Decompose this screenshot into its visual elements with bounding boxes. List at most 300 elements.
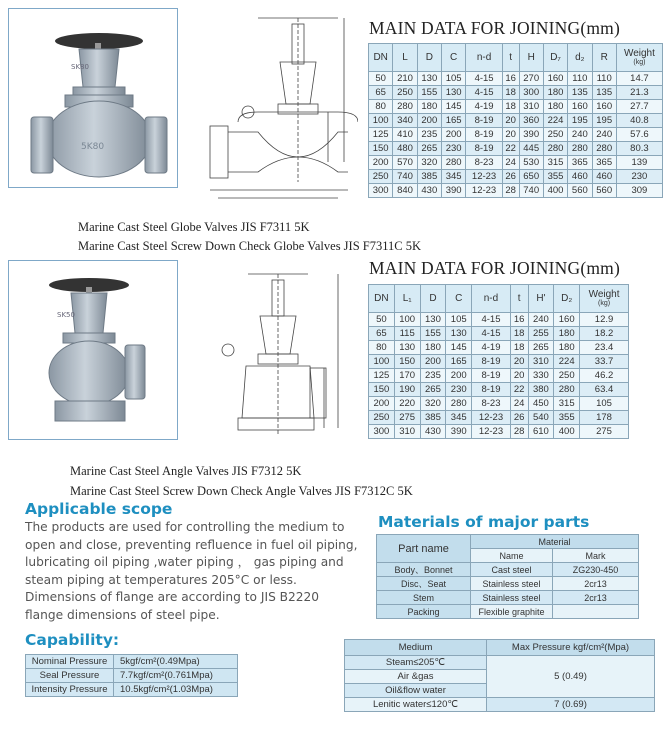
- table-cell: 385: [420, 411, 446, 425]
- table-cell: 280: [393, 100, 417, 114]
- column-header: [554, 285, 580, 313]
- table-cell: 300: [369, 184, 393, 198]
- table-row: [369, 425, 629, 439]
- table-cell: 4-15: [472, 313, 511, 327]
- weight-unit: (kg): [633, 59, 646, 66]
- table-cell: 170: [394, 369, 420, 383]
- table-cell: 270: [519, 72, 543, 86]
- table-cell: 12.9: [580, 313, 629, 327]
- table-cell: 240: [592, 128, 616, 142]
- table-cell: 65: [369, 327, 395, 341]
- table-cell: 23.4: [580, 341, 629, 355]
- name-column-header: Name: [471, 549, 553, 563]
- column-header-label: D: [425, 52, 433, 63]
- table-row: [345, 656, 655, 670]
- column-header: [417, 44, 441, 72]
- material-name-cell: Stainless steel: [471, 577, 553, 591]
- table-cell: 139: [616, 156, 662, 170]
- part-cell: Disc、Seat: [377, 577, 471, 591]
- table-cell: 230: [441, 142, 465, 156]
- column-header-label: Weight: [623, 48, 655, 59]
- table-cell: 50: [369, 72, 393, 86]
- table-cell: 8-19: [466, 142, 503, 156]
- column-header: [441, 44, 465, 72]
- pressure-value-cell: 5 (0.49): [487, 656, 655, 698]
- section2-caption-1: Marine Cast Steel Angle Valves JIS F7312 5K: [70, 464, 302, 478]
- table-cell: 310: [394, 425, 420, 439]
- table-cell: 100: [394, 313, 420, 327]
- table-cell: 390: [519, 128, 543, 142]
- table-cell: 105: [446, 313, 472, 327]
- table-row: [369, 156, 663, 170]
- table-cell: 310: [519, 100, 543, 114]
- table-cell: 8-19: [472, 355, 511, 369]
- table-cell: 280: [441, 156, 465, 170]
- table-cell: 340: [393, 114, 417, 128]
- table-cell: 20: [510, 355, 528, 369]
- table-row: [369, 313, 629, 327]
- table-cell: 240: [568, 128, 592, 142]
- table-cell: 320: [417, 156, 441, 170]
- table-cell: 224: [554, 355, 580, 369]
- table-cell: 40.8: [616, 114, 662, 128]
- table-cell: 385: [417, 170, 441, 184]
- globe-valve-photo: [8, 8, 178, 188]
- table-cell: 365: [568, 156, 592, 170]
- table-row: [369, 72, 663, 86]
- table-cell: 20: [502, 128, 519, 142]
- table-cell: 190: [394, 383, 420, 397]
- column-header-label: DN: [374, 293, 389, 304]
- table-cell: 20: [510, 369, 528, 383]
- column-header: [519, 44, 543, 72]
- table-cell: 430: [420, 425, 446, 439]
- globe-valve-drawing: [198, 12, 358, 202]
- column-header: [369, 285, 395, 313]
- table-row: [369, 341, 629, 355]
- table-cell: 135: [592, 86, 616, 100]
- part-cell: Body、Bonnet: [377, 563, 471, 577]
- table-cell: 610: [528, 425, 554, 439]
- table-cell: 22: [502, 142, 519, 156]
- material-header: Material: [471, 535, 639, 549]
- table-cell: 200: [420, 355, 446, 369]
- mark-column-header: Mark: [553, 549, 639, 563]
- column-header: [446, 285, 472, 313]
- column-header: [369, 44, 393, 72]
- table-cell: 100: [369, 114, 393, 128]
- table-row: [377, 577, 639, 591]
- column-header-label: DN: [373, 52, 388, 63]
- scope-line: Dimensions of flange are according to JIS B2220: [25, 590, 320, 605]
- table-cell: 195: [568, 114, 592, 128]
- table-cell: 8-19: [466, 114, 503, 128]
- table-cell: 8-19: [466, 128, 503, 142]
- column-header: [568, 44, 592, 72]
- table-cell: 200: [446, 369, 472, 383]
- table-cell: 27.7: [616, 100, 662, 114]
- table-cell: 345: [446, 411, 472, 425]
- table-row: [369, 397, 629, 411]
- table-row: [377, 535, 639, 549]
- table-cell: 135: [568, 86, 592, 100]
- column-header: [592, 44, 616, 72]
- table-cell: 80.3: [616, 142, 662, 156]
- table-cell: 155: [417, 86, 441, 100]
- table-row: [26, 683, 238, 697]
- table-cell: 540: [528, 411, 554, 425]
- table-cell: 200: [417, 114, 441, 128]
- table-cell: 18: [510, 341, 528, 355]
- table-cell: 110: [568, 72, 592, 86]
- medium-cell: Lenitic water≤120℃: [345, 698, 487, 712]
- table-cell: 180: [554, 341, 580, 355]
- table-cell: 300: [369, 425, 395, 439]
- capability-label: Nominal Pressure: [26, 655, 114, 669]
- table-cell: 445: [519, 142, 543, 156]
- max-pressure-header: Max Pressure kgf/cm²(Mpa): [487, 640, 655, 656]
- table-cell: 155: [420, 327, 446, 341]
- medium-cell: Oil&flow water: [345, 684, 487, 698]
- table-cell: 28: [510, 425, 528, 439]
- material-mark-cell: [553, 605, 639, 619]
- scope-line: flange dimensions of steel pipe.: [25, 607, 220, 622]
- capability-value: 10.5kgf/cm²(1.03Mpa): [114, 683, 238, 697]
- table-cell: 63.4: [580, 383, 629, 397]
- table-cell: 12-23: [472, 425, 511, 439]
- angle-valve-photo: [8, 260, 178, 440]
- table-row: [377, 605, 639, 619]
- table-row: [369, 411, 629, 425]
- table-row: [377, 591, 639, 605]
- section2-caption-2: Marine Cast Steel Screw Down Check Angle Valves JIS F7312C 5K: [70, 484, 413, 498]
- table-row: [26, 655, 238, 669]
- table-cell: 150: [394, 355, 420, 369]
- table-cell: 4-15: [472, 327, 511, 341]
- section1-caption-1: Marine Cast Steel Globe Valves JIS F7311 5K: [78, 220, 310, 234]
- table-cell: 195: [592, 114, 616, 128]
- column-header-label: C: [450, 52, 458, 63]
- table-cell: 46.2: [580, 369, 629, 383]
- table-cell: 280: [568, 142, 592, 156]
- table-cell: 180: [554, 327, 580, 341]
- table-cell: 200: [369, 397, 395, 411]
- column-header-label: L: [402, 52, 408, 63]
- table-cell: 130: [394, 341, 420, 355]
- table-cell: 224: [543, 114, 567, 128]
- scope-line: open and close, preventing refluence in fuel oil piping,: [25, 537, 358, 552]
- capability-label: Intensity Pressure: [26, 683, 114, 697]
- table-cell: 740: [393, 170, 417, 184]
- table-cell: 265: [417, 142, 441, 156]
- table-cell: 125: [369, 369, 395, 383]
- table-cell: 178: [580, 411, 629, 425]
- table-cell: 840: [393, 184, 417, 198]
- column-header-label: t: [509, 52, 513, 63]
- table-cell: 230: [446, 383, 472, 397]
- column-header-label: D₇: [550, 52, 561, 63]
- table-cell: 315: [554, 397, 580, 411]
- material-mark-cell: 2cr13: [553, 577, 639, 591]
- angle-valve-drawing: [198, 268, 358, 448]
- table-cell: 16: [502, 72, 519, 86]
- table-cell: 430: [417, 184, 441, 198]
- medium-header: Medium: [345, 640, 487, 656]
- scope-line: lubricating oil piping ,water piping ， gas piping and: [25, 555, 344, 570]
- material-name-cell: Stainless steel: [471, 591, 553, 605]
- table-cell: 18: [510, 327, 528, 341]
- table-cell: 240: [528, 313, 554, 327]
- table-cell: 80: [369, 100, 393, 114]
- column-header: [580, 285, 629, 313]
- scope-line: steam piping at temperatures 205°C or less.: [25, 572, 297, 587]
- table-cell: 180: [417, 100, 441, 114]
- column-header-label: D₂: [561, 293, 573, 304]
- column-header-label: L₁: [402, 293, 412, 304]
- table-cell: 165: [441, 114, 465, 128]
- table-cell: 560: [568, 184, 592, 198]
- table-cell: 250: [554, 369, 580, 383]
- table-cell: 12-23: [466, 184, 503, 198]
- capability-label: Seal Pressure: [26, 669, 114, 683]
- table-cell: 145: [446, 341, 472, 355]
- table-row: [369, 383, 629, 397]
- table-cell: 360: [519, 114, 543, 128]
- table-cell: 12-23: [466, 170, 503, 184]
- table-row: [369, 100, 663, 114]
- part-name-header: Part name: [377, 535, 471, 563]
- table-cell: 309: [616, 184, 662, 198]
- table-row: [345, 640, 655, 656]
- material-name-cell: Cast steel: [471, 563, 553, 577]
- table-cell: 250: [369, 170, 393, 184]
- table-cell: 22: [510, 383, 528, 397]
- column-header: [543, 44, 567, 72]
- weight-unit: (kg): [598, 300, 611, 307]
- column-header-label: D: [429, 293, 437, 304]
- table-cell: 275: [394, 411, 420, 425]
- table-cell: 26: [502, 170, 519, 184]
- materials-heading: Materials of major parts: [378, 513, 590, 531]
- material-mark-cell: 2cr13: [553, 591, 639, 605]
- table-cell: 14.7: [616, 72, 662, 86]
- table-cell: 410: [393, 128, 417, 142]
- column-header-label: t: [517, 293, 521, 304]
- table-cell: 235: [420, 369, 446, 383]
- table-cell: 280: [592, 142, 616, 156]
- table-cell: 65: [369, 86, 393, 100]
- column-header-label: n-d: [476, 52, 492, 63]
- table-cell: 125: [369, 128, 393, 142]
- column-header-label: H: [527, 52, 535, 63]
- capability-heading: Capability:: [25, 631, 120, 649]
- table-cell: 18.2: [580, 327, 629, 341]
- table-cell: 280: [543, 142, 567, 156]
- table-cell: 250: [543, 128, 567, 142]
- table-cell: 165: [446, 355, 472, 369]
- table-row: [345, 698, 655, 712]
- table-cell: 33.7: [580, 355, 629, 369]
- table-cell: 160: [568, 100, 592, 114]
- table-cell: 365: [592, 156, 616, 170]
- table-cell: 50: [369, 313, 395, 327]
- part-cell: Packing: [377, 605, 471, 619]
- globe-valve-table: [368, 43, 663, 198]
- capability-table: [25, 654, 238, 697]
- table-row: [369, 142, 663, 156]
- table-cell: 380: [528, 383, 554, 397]
- table-cell: 230: [616, 170, 662, 184]
- table-cell: 200: [369, 156, 393, 170]
- table-cell: 4-15: [466, 72, 503, 86]
- section2-title: MAIN DATA FOR JOINING(mm): [369, 258, 621, 278]
- table-cell: 8-19: [472, 383, 511, 397]
- table-cell: 160: [592, 100, 616, 114]
- table-row: [26, 669, 238, 683]
- table-cell: 250: [369, 411, 395, 425]
- table-cell: 8-19: [472, 369, 511, 383]
- table-cell: 275: [580, 425, 629, 439]
- table-cell: 560: [592, 184, 616, 198]
- medium-cell: Air &gas: [345, 670, 487, 684]
- svg-text:SK50: SK50: [57, 311, 75, 319]
- table-cell: 480: [393, 142, 417, 156]
- table-cell: 570: [393, 156, 417, 170]
- table-cell: 21.3: [616, 86, 662, 100]
- table-cell: 355: [543, 170, 567, 184]
- table-cell: 16: [510, 313, 528, 327]
- table-row: [369, 170, 663, 184]
- column-header-label: C: [455, 293, 463, 304]
- table-row: [369, 86, 663, 100]
- angle-valve-table: [368, 284, 629, 439]
- svg-text:5K80: 5K80: [81, 142, 105, 152]
- materials-table: [376, 534, 639, 619]
- table-cell: 265: [420, 383, 446, 397]
- section1-caption-2: Marine Cast Steel Screw Down Check Globe Valves JIS F7311C 5K: [78, 239, 422, 253]
- table-cell: 150: [369, 142, 393, 156]
- table-cell: 450: [528, 397, 554, 411]
- table-cell: 4-15: [466, 86, 503, 100]
- table-cell: 180: [420, 341, 446, 355]
- table-cell: 130: [420, 313, 446, 327]
- table-cell: 4-19: [466, 100, 503, 114]
- table-cell: 255: [528, 327, 554, 341]
- table-cell: 740: [519, 184, 543, 198]
- column-header-label: d₂: [575, 52, 585, 63]
- table-cell: 280: [446, 397, 472, 411]
- column-header: [510, 285, 528, 313]
- column-header: [393, 44, 417, 72]
- table-cell: 390: [446, 425, 472, 439]
- table-cell: 150: [369, 383, 395, 397]
- column-header: [420, 285, 446, 313]
- pressure-table: [344, 639, 655, 712]
- column-header: [616, 44, 662, 72]
- table-row: [369, 128, 663, 142]
- column-header: [394, 285, 420, 313]
- table-row: [377, 563, 639, 577]
- material-name-cell: Flexible graphite: [471, 605, 553, 619]
- table-cell: 130: [417, 72, 441, 86]
- scope-text: [25, 519, 370, 625]
- table-cell: 160: [543, 72, 567, 86]
- table-cell: 250: [393, 86, 417, 100]
- table-cell: 200: [441, 128, 465, 142]
- table-cell: 80: [369, 341, 395, 355]
- table-row: [369, 355, 629, 369]
- table-cell: 57.6: [616, 128, 662, 142]
- table-cell: 650: [519, 170, 543, 184]
- table-cell: 100: [369, 355, 395, 369]
- scope-line: The products are used for controlling the medium to: [25, 520, 345, 534]
- table-cell: 220: [394, 397, 420, 411]
- table-cell: 315: [543, 156, 567, 170]
- column-header: [472, 285, 511, 313]
- table-cell: 26: [510, 411, 528, 425]
- column-header-label: H': [536, 293, 546, 304]
- table-cell: 160: [554, 313, 580, 327]
- table-cell: 400: [543, 184, 567, 198]
- table-cell: 4-19: [472, 341, 511, 355]
- table-cell: 115: [394, 327, 420, 341]
- section1-title: MAIN DATA FOR JOINING(mm): [369, 18, 621, 38]
- table-row: [369, 327, 629, 341]
- svg-text:SK80: SK80: [71, 63, 89, 71]
- table-cell: 18: [502, 100, 519, 114]
- table-cell: 265: [528, 341, 554, 355]
- table-cell: 105: [441, 72, 465, 86]
- table-cell: 24: [502, 156, 519, 170]
- table-cell: 320: [420, 397, 446, 411]
- table-row: [369, 114, 663, 128]
- table-cell: 18: [502, 86, 519, 100]
- table-cell: 310: [528, 355, 554, 369]
- table-cell: 460: [568, 170, 592, 184]
- table-cell: 280: [554, 383, 580, 397]
- table-cell: 130: [441, 86, 465, 100]
- capability-value: 7.7kgf/cm²(0.761Mpa): [114, 669, 238, 683]
- table-cell: 180: [543, 100, 567, 114]
- table-cell: 345: [441, 170, 465, 184]
- pressure-value-cell: 7 (0.69): [487, 698, 655, 712]
- table-cell: 24: [510, 397, 528, 411]
- table-cell: 400: [554, 425, 580, 439]
- table-row: [369, 184, 663, 198]
- table-cell: 8-23: [472, 397, 511, 411]
- table-cell: 110: [592, 72, 616, 86]
- column-header: [528, 285, 554, 313]
- table-cell: 355: [554, 411, 580, 425]
- column-header-label: Weight: [588, 289, 620, 300]
- part-cell: Stem: [377, 591, 471, 605]
- table-cell: 235: [417, 128, 441, 142]
- table-cell: 300: [519, 86, 543, 100]
- column-header-label: R: [600, 52, 608, 63]
- table-cell: 180: [543, 86, 567, 100]
- table-cell: 8-23: [466, 156, 503, 170]
- table-cell: 530: [519, 156, 543, 170]
- table-cell: 210: [393, 72, 417, 86]
- column-header: [502, 44, 519, 72]
- material-mark-cell: ZG230-450: [553, 563, 639, 577]
- scope-heading: Applicable scope: [25, 500, 173, 518]
- table-cell: 12-23: [472, 411, 511, 425]
- table-cell: 130: [446, 327, 472, 341]
- table-cell: 20: [502, 114, 519, 128]
- table-cell: 105: [580, 397, 629, 411]
- table-cell: 390: [441, 184, 465, 198]
